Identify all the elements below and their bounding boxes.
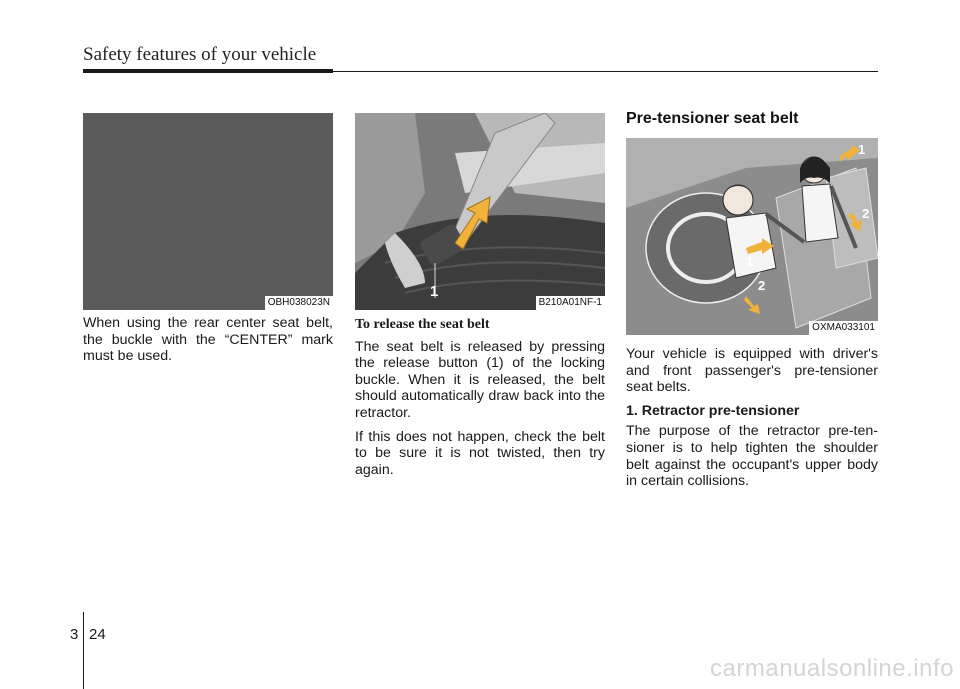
paragraph: When using the rear center seat belt, the buckle with the “CENTER” mark must be used. xyxy=(83,315,333,365)
chapter-number: 3 xyxy=(70,626,79,643)
pretensioner-illustration xyxy=(626,138,878,335)
callout-number: 1 xyxy=(858,142,866,157)
paragraph: Your vehicle is equipped with driver's and front passenger's pre-tensioner seat belts. xyxy=(626,346,878,396)
column-2-text xyxy=(355,317,605,485)
header-rule-thin xyxy=(333,71,878,72)
header-rule-thick xyxy=(83,69,333,73)
subsection-heading: To release the seat belt xyxy=(355,317,490,332)
paragraph: The purpose of the retractor pre-ten- sioner is to help tighten the shoulder belt against the occupant's upper body in certain collisions. xyxy=(626,423,878,490)
watermark: carmanualsonline.info xyxy=(710,655,954,682)
seat-belt-illustration xyxy=(355,113,605,310)
column-3-text xyxy=(626,346,878,497)
figure-caption: OBH038023N xyxy=(265,296,333,310)
figure-seat-belt-release xyxy=(355,113,605,310)
paragraph: If this does not happen, check the belt to be sure it is not twisted, then try again. xyxy=(355,428,605,478)
figure-pretensioner xyxy=(626,138,878,335)
callout-number: 1 xyxy=(746,254,754,269)
figure-caption: B210A01NF-1 xyxy=(536,296,605,310)
page-header-title: Safety features of your vehicle xyxy=(83,44,317,65)
section-heading: Pre-tensioner seat belt xyxy=(626,110,799,127)
callout-number: 2 xyxy=(758,278,766,293)
page-number: 24 xyxy=(89,626,106,643)
subsection-heading: 1. Retractor pre-tensioner xyxy=(626,402,800,419)
footer-divider xyxy=(83,612,84,689)
callout-number: 2 xyxy=(862,206,870,221)
figure-caption: OXMA033101 xyxy=(809,321,878,335)
callout-number: 1 xyxy=(430,283,439,300)
paragraph: The seat belt is released by pressing the release button (1) of the locking buckle. When it is released, the belt should automatically draw back into the retractor. xyxy=(355,338,605,421)
figure-center-buckle xyxy=(83,113,333,310)
column-1-text xyxy=(83,315,333,372)
